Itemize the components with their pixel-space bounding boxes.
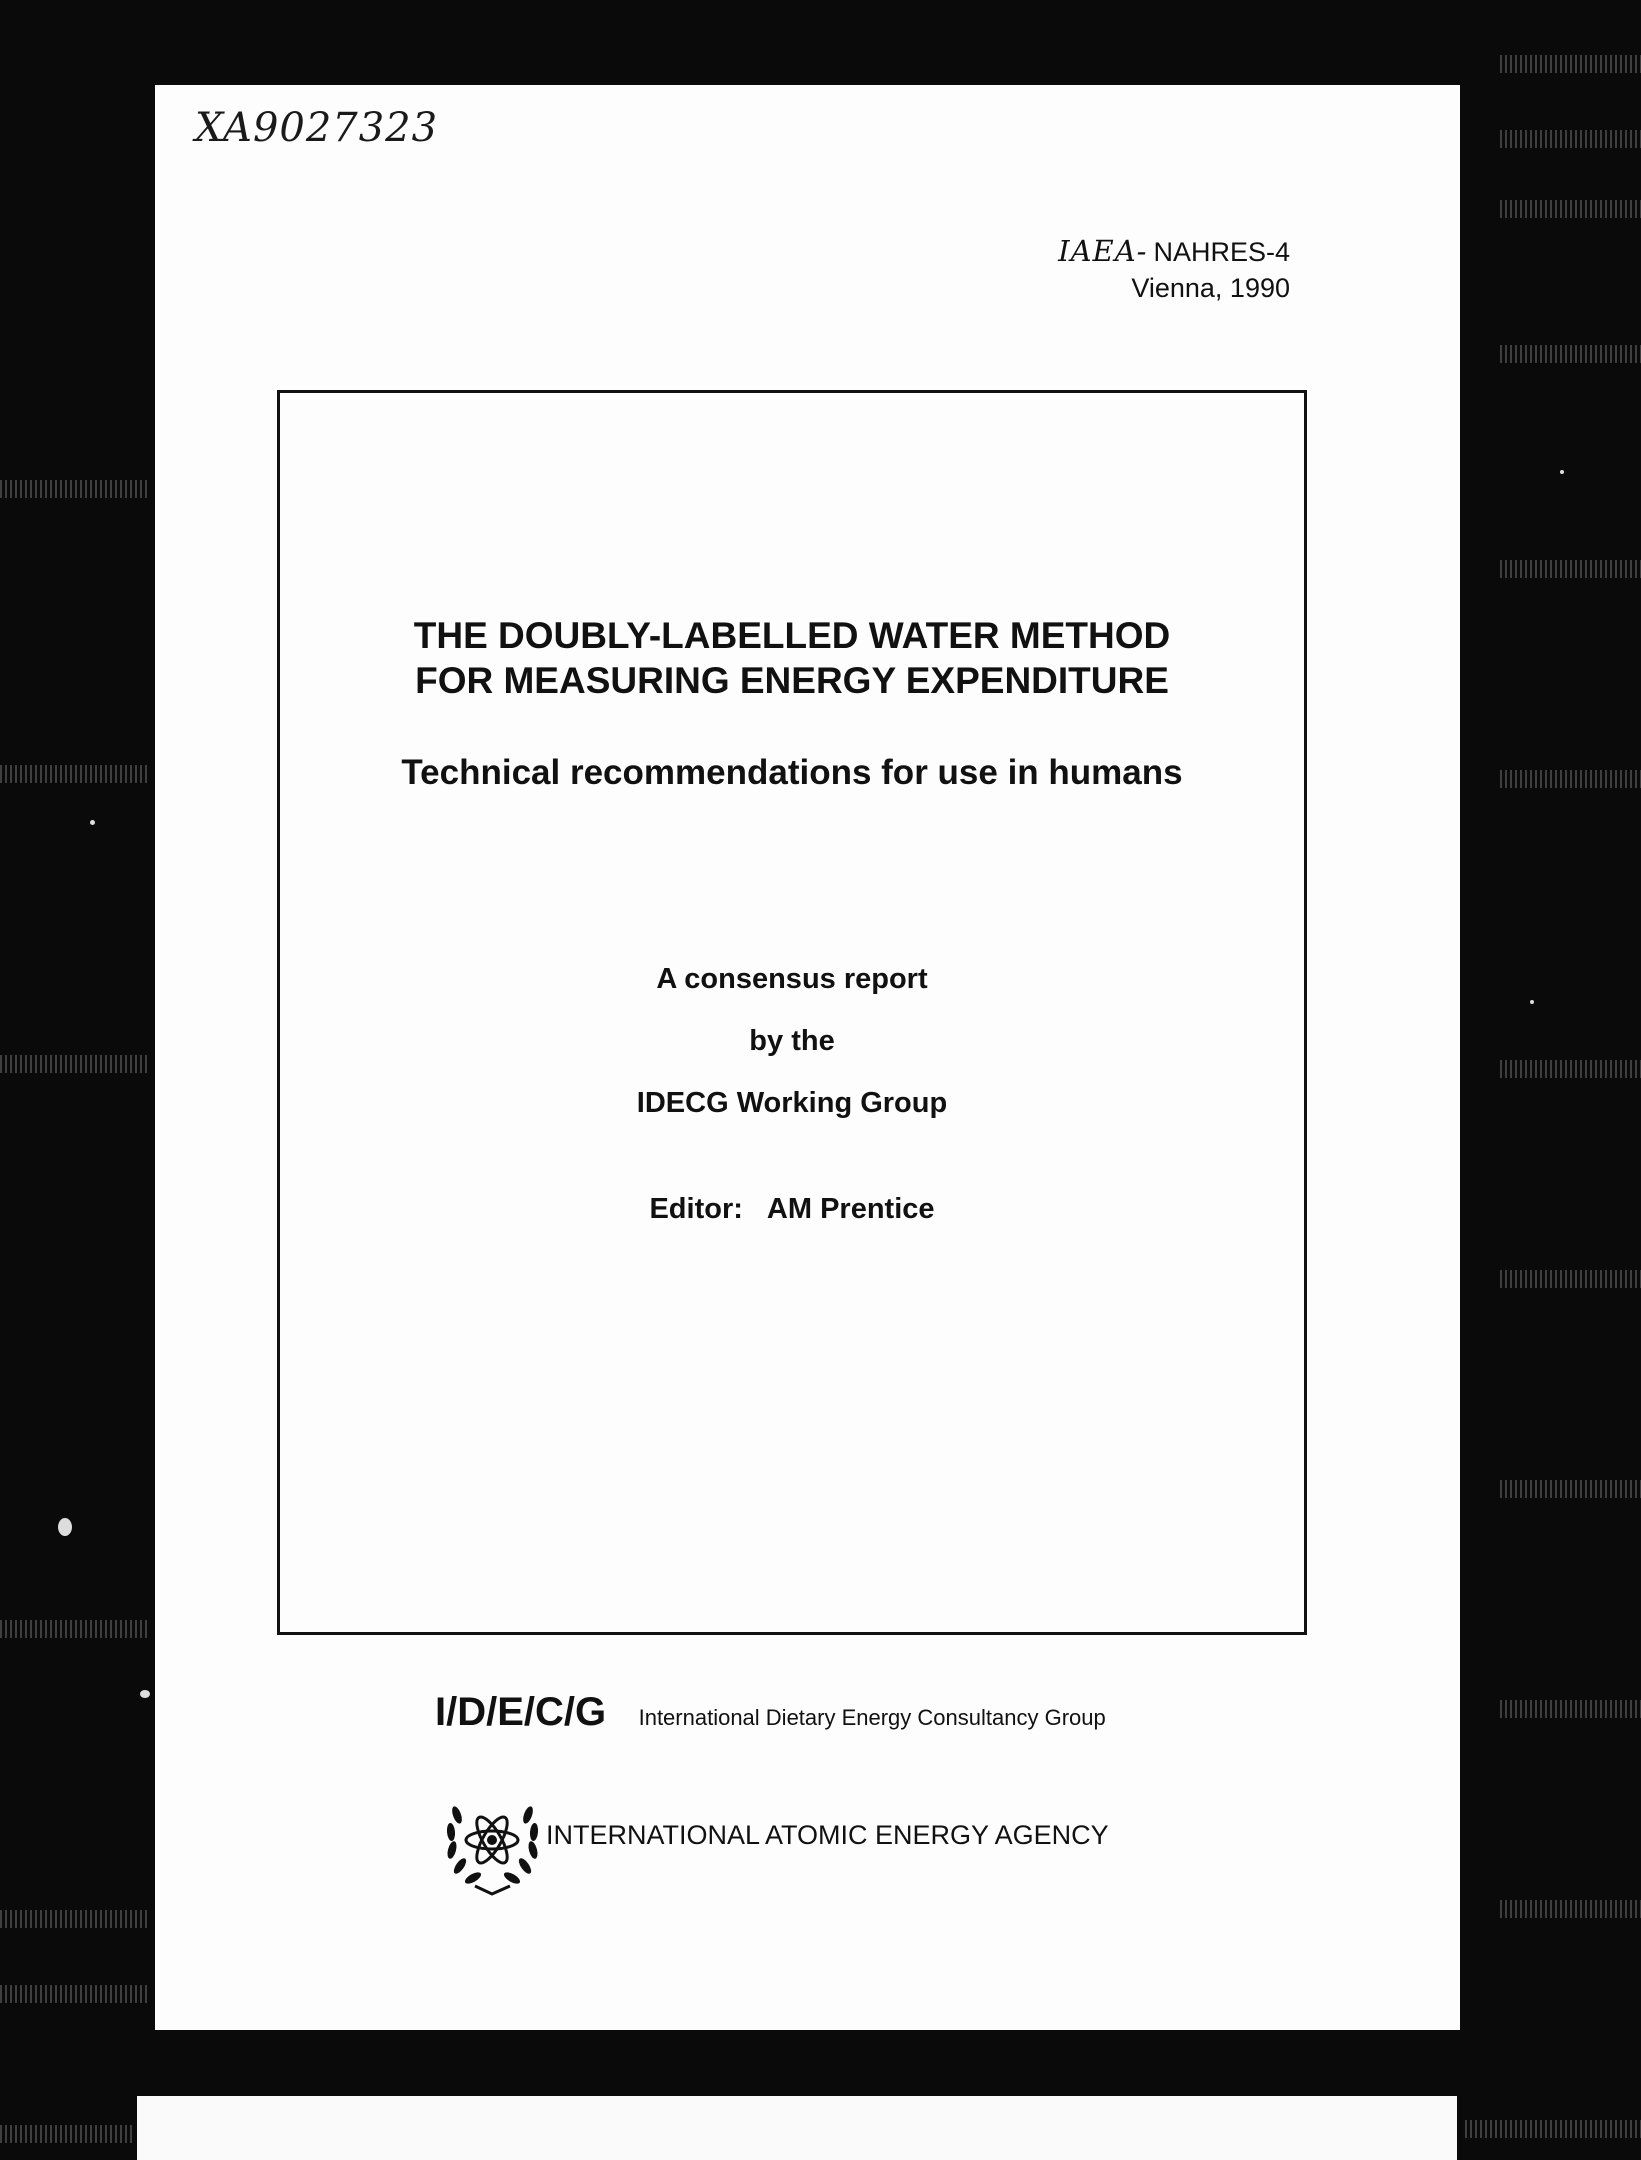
scan-artifact [1500, 1700, 1641, 1718]
document-title [280, 613, 1304, 703]
report-number: NAHRES-4 [1153, 237, 1290, 267]
scan-artifact [0, 2125, 135, 2143]
scan-artifact [1500, 1270, 1641, 1288]
title-line-1: THE DOUBLY-LABELLED WATER METHOD [413, 615, 1171, 656]
scan-speck [1560, 470, 1564, 474]
consensus-line-2: by the [749, 1025, 835, 1057]
scan-artifact [1500, 130, 1641, 148]
editor-name: AM Prentice [766, 1193, 935, 1225]
next-page-edge [137, 2096, 1457, 2160]
idecg-full-name: International Dietary Energy Consultancy Group [638, 1705, 1106, 1730]
scan-artifact [0, 1055, 150, 1073]
scan-artifact [1500, 560, 1641, 578]
scan-speck [1530, 1000, 1534, 1004]
place-and-date: Vienna, 1990 [1131, 273, 1290, 303]
scan-artifact [0, 1620, 150, 1638]
scan-speck [58, 1518, 72, 1536]
scan-artifact [1500, 1900, 1641, 1918]
scan-artifact [0, 1985, 150, 2003]
document-page [155, 85, 1460, 2030]
scan-speck [90, 820, 95, 825]
editor-label: Editor: [649, 1193, 743, 1225]
scan-artifact [1465, 2120, 1641, 2138]
handwritten-accession-number: XA9027323 [195, 105, 439, 151]
scan-artifact [1500, 770, 1641, 788]
scan-artifact [0, 1910, 150, 1928]
document-subtitle: Technical recommendations for use in humans [401, 753, 1183, 792]
handwritten-stamp: IAEA- [1058, 234, 1148, 268]
consensus-block [280, 948, 1304, 1134]
iaea-emblem-icon [435, 1790, 550, 1900]
editor-line [280, 1193, 1304, 1226]
scan-artifact [0, 480, 150, 498]
scan-artifact [1500, 55, 1641, 73]
scan-artifact [1500, 345, 1641, 363]
consensus-line-1: A consensus report [656, 963, 928, 995]
scan-artifact [1500, 1480, 1641, 1498]
idecg-line [435, 1690, 1106, 1735]
consensus-line-3: IDECG Working Group [636, 1087, 948, 1119]
title-frame [277, 390, 1307, 1635]
scan-artifact [1500, 200, 1641, 218]
idecg-abbreviation: I/D/E/C/G [435, 1690, 607, 1734]
report-identifier [1058, 233, 1290, 306]
iaea-line [435, 1790, 1109, 1900]
title-line-2: FOR MEASURING ENERGY EXPENDITURE [415, 660, 1169, 701]
scan-artifact [1500, 1060, 1641, 1078]
scan-speck [140, 1690, 150, 1698]
scan-artifact [0, 765, 150, 783]
iaea-name: INTERNATIONAL ATOMIC ENERGY AGENCY [546, 1819, 1109, 1850]
